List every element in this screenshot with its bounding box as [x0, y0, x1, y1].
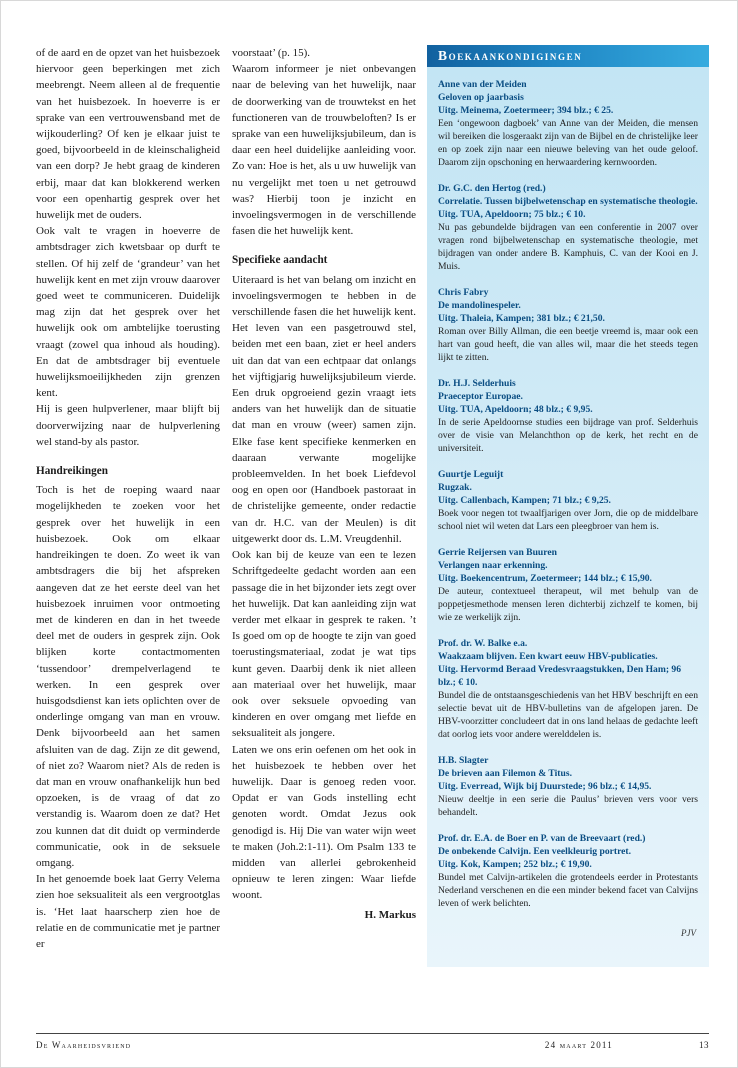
book-description: Nieuw deeltje in een serie die Paulus’ brieven vers voor vers behandelt.: [438, 794, 698, 818]
book-author: Dr. G.C. den Hertog (red.): [438, 183, 546, 194]
book-publisher: Uitg. Callenbach, Kampen; 71 blz.; € 9,25.: [438, 495, 611, 506]
article-paragraph: of de aard en de opzet van het huisbezoek hiervoor geen beperkingen met zich meebrengt. Neem alleen al de frequentie van het huisbezoek. In hoeverre is er sprake van een vertrouwensband met de wijkouderling? Of ken je elkaar juist te goed, bijvoorbeeld in de kleinschaligheid van een dorp? Je hebt graag de kinderen erbij, maar dat kan blokkerend werken voor een openhartig gesprek over het huwelijk met de ouders.: [36, 47, 220, 222]
book-description: De auteur, contextueel therapeut, wil met behulp van de poppetjesmethode mensen leren dichterbij zichzelf te komen, bij wie ze werkelijk zijn.: [438, 586, 698, 623]
article-column-2: [232, 45, 416, 967]
book-publisher: Uitg. Boekencentrum, Zoetermeer; 144 blz.; € 15,90.: [438, 573, 652, 584]
book-author: Chris Fabry: [438, 287, 489, 298]
article-paragraph: In het genoemde boek laat Gerry Velema zien hoe seksualiteit als een vergrootglas is. ‘Het laat haarscherp zien hoe de relatie en de communicatie met je partner er: [36, 873, 220, 950]
book-publisher: Uitg. Hervormd Beraad Vredesvraagstukken, Den Ham; 96 blz.; € 10.: [438, 664, 682, 688]
book-title: Geloven op jaarbasis: [438, 92, 524, 103]
book-publisher: Uitg. Thaleia, Kampen; 381 blz.; € 21,50.: [438, 313, 605, 324]
book-title: De brieven aan Filemon & Titus.: [438, 768, 572, 779]
book-title: Praeceptor Europae.: [438, 391, 523, 402]
book-description: Bundel met Calvijn-artikelen die grotendeels eerder in Protestants Nederland verschenen en die een minder bekend facet van Calvijns leven of werk belichten.: [438, 872, 698, 909]
book-entry: [438, 78, 698, 169]
book-author: Dr. H.J. Selderhuis: [438, 378, 516, 389]
book-author: Prof. dr. W. Balke e.a.: [438, 638, 528, 649]
section-heading: Handreikingen: [36, 465, 108, 478]
book-title: Verlangen naar erkenning.: [438, 560, 548, 571]
book-title: Waakzaam blijven. Een kwart eeuw HBV-publicaties.: [438, 651, 658, 662]
book-title: De mandolinespeler.: [438, 300, 521, 311]
article-paragraph: voorstaat’ (p. 15).: [232, 47, 310, 59]
book-entry: [438, 546, 698, 624]
page-number: 13: [699, 1040, 709, 1050]
book-entry: [438, 754, 698, 819]
book-publisher: Uitg. TUA, Apeldoorn; 75 blz.; € 10.: [438, 209, 586, 220]
section-heading: Specifieke aandacht: [232, 254, 328, 267]
book-entry: [438, 182, 698, 273]
book-announcements-sidebar: [427, 45, 709, 967]
book-entry: [438, 377, 698, 455]
book-description: Boek voor negen tot twaalfjarigen over Jorn, die op de middelbare school niet wil weten dat Lars een pleegbroer van hem is.: [438, 508, 698, 532]
book-description: Nu pas gebundelde bijdragen van een conferentie in 2007 over vragen rond bijbelwetenschap en systematische theologie, met bijdragen van onder andere B. Kamphuis, C. van der Kooi en J. Muis.: [438, 222, 698, 272]
article-paragraph: Toch is het de roeping waard naar mogelijkheden te zoeken voor het gesprek over het huwelijk in een huisbezoek. Ook om elkaar handreikingen te doen. Zo weet ik van ambtsdragers die bij het afspreken aangeven dat ze het eerste deel van het huisbezoek inruimen voor ontmoeting met de kinderen en dan in het tweede deel met de ouders in gesprek zijn. Ook blijken korte contactmomenten ‘tussendoor’ drempelverlagend te werken. In een gesprek over huisgodsdienst kan iets oplichten over de onderlinge omgang van man en vrouw. Denk bijvoorbeeld aan het samen afsluiten van de dag. Zijn ze dit gewend, of niet zo? Waarom niet? Als de reden is dat man en vrouw onafhankelijk hun bed opzoeken, is de vraag of dat zo verstandig is. Waarom doen ze dat? Het zou kunnen dat dit duidt op verminderde communicatie, ook in de seksuele omgang.: [36, 484, 220, 869]
issue-date: 24 maart 2011: [544, 1040, 613, 1050]
book-entry: [438, 637, 698, 741]
book-description: Roman over Billy Allman, die een beetje vreemd is, maar ook een hart van goud heeft, die van alles wil, maar die het steeds tegen lijkt te zitten.: [438, 326, 698, 363]
book-title: De onbekende Calvijn. Een veelkleurig portret.: [438, 846, 632, 857]
article-paragraph: Waarom informeer je niet onbevangen naar de beleving van het huwelijk, naar de doorwerking van de trouwtekst en het functioneren van de trouwbeloften? Is er sprake van een huwelijksjubileum, dan is daar een heel duidelijke aanleiding voor. Zo van: Hoe is het, als u uw huwelijk van nu vergelijkt met toen u net getrouwd was? Hierbij toon je inzicht en invoelingsvermogen in de verschillende fasen die het huwelijk kent.: [232, 63, 416, 238]
book-entry: [438, 286, 698, 364]
article-paragraph: Ook valt te vragen in hoeverre de ambtsdrager zich kwetsbaar op durft te stellen. Of hij zelf de ‘grandeur’ van het huwelijk kent en met zijn vrouw daarover goed weet te communiceren. Duidelijk mag zijn dat het gesprek over het huwelijk ook om ambtelijke toerusting vraagt (zowel qua inhoud als houding). En dat de ambtsdrager bij eventuele huwelijksmoeilijkheden zijn grenzen kent.: [36, 225, 220, 400]
book-author: H.B. Slagter: [438, 755, 489, 766]
book-publisher: Uitg. Meinema, Zoetermeer; 394 blz.; € 25.: [438, 105, 614, 116]
journal-name: De Waarheidsvriend: [36, 1040, 132, 1050]
book-description: Een ‘ongewoon dagboek’ van Anne van der Meiden, die mensen wil bereiken die losgeraakt zijn van de Bijbel en de christelijke leer en op zoek zijn naar een nieuwe beleving van het oude geloof. Daarom zijn opschoning en herwaardering kernwoorden.: [438, 118, 698, 168]
book-author: Guurtje Leguijt: [438, 469, 504, 480]
book-description: In de serie Apeldoornse studies een bijdrage van prof. Selderhuis over de visie van Melanchthon op de kerk, het recht en de universiteit.: [438, 417, 698, 454]
book-title: Correlatie. Tussen bijbelwetenschap en systematische theologie.: [438, 196, 698, 207]
book-author: Anne van der Meiden: [438, 79, 527, 90]
book-publisher: Uitg. TUA, Apeldoorn; 48 blz.; € 9,95.: [438, 404, 593, 415]
author-byline: H. Markus: [364, 908, 416, 921]
sidebar-initials: PJV: [681, 928, 696, 938]
book-publisher: Uitg. Kok, Kampen; 252 blz.; € 19,90.: [438, 859, 592, 870]
book-entry: [438, 468, 698, 533]
page-content: [36, 45, 709, 967]
page-footer: [36, 1033, 709, 1050]
article-paragraph: Ook kan bij de keuze van een te lezen Schriftgedeelte gedacht worden aan een passage die in het bijzonder iets zegt over het huwelijk. Dat kan aanleiding zijn wat verder met elkaar in gesprek te raken. ’t Is goed om op de hoogte te zijn van goed toerustingsmateriaal, zodat je wat tips kunt geven. Daarbij denk ik niet alleen aan materiaal over het huwelijk, maar ook over seksuele opvoeding van kinderen en over omgang met liefde en seksualiteit als jongere.: [232, 549, 416, 740]
article-paragraph: Uiteraard is het van belang om inzicht en invoelingsvermogen te hebben in de verschillende fasen die het huwelijk kent. Het leven van een pasgetrouwd stel, beiden met een baan, ziet er heel anders uit dan dat van een echtpaar dat onlangs het vijftigjarig huwelijksjubileum vierde. Een druk opgroeiend gezin vraagt iets anders van het huwelijk dan de situatie dat man en vrouw (weer) samen zijn. Elke fase kent specifieke kenmerken en daaraan verwante mogelijke probleemvelden. In het boek Liefdevol oog en open oor (Handboek pastoraat in de christelijke gemeente, onder redactie van dr. H.C. van der Meulen) is dit uitgewerkt door ds. L.M. Vreugdenhil.: [232, 273, 416, 545]
book-author: Gerrie Reijersen van Buuren: [438, 547, 557, 558]
book-entry: [438, 832, 698, 910]
sidebar-body: [427, 67, 709, 967]
article-paragraph: Hij is geen hulpverlener, maar blijft bij doorverwijzing naar de hulpverlening wel stand-by als pastor.: [36, 403, 220, 448]
book-publisher: Uitg. Everread, Wijk bij Duurstede; 96 blz.; € 14,95.: [438, 781, 652, 792]
book-description: Bundel die de ontstaansgeschiedenis van het HBV beschrijft en een selectie bevat uit de HBV-bulletins van de afgelopen jaren. De HBV-voorzitter concludeert dat in ons land helaas de gedachte leeft dat oorlog iets voor andere werelddelen is.: [438, 690, 698, 740]
book-title: Rugzak.: [438, 482, 472, 493]
article-paragraph: Laten we ons erin oefenen om het ook in het huisbezoek te hebben over het huwelijk. Daar is genoeg reden voor. Opdat er van Gods instelling echt genoten wordt. Omdat Jezus ook genodigd is. Hij Die van water wijn weet te maken (Joh.2:1-11). Om Psalm 133 te midden van allerlei gebrokenheid opnieuw te leren zingen: Waar liefde woont.: [232, 743, 416, 902]
article-column-1: [36, 45, 220, 967]
sidebar-title: Boekaankondigingen: [427, 45, 709, 67]
book-author: Prof. dr. E.A. de Boer en P. van de Breevaart (red.): [438, 833, 646, 844]
